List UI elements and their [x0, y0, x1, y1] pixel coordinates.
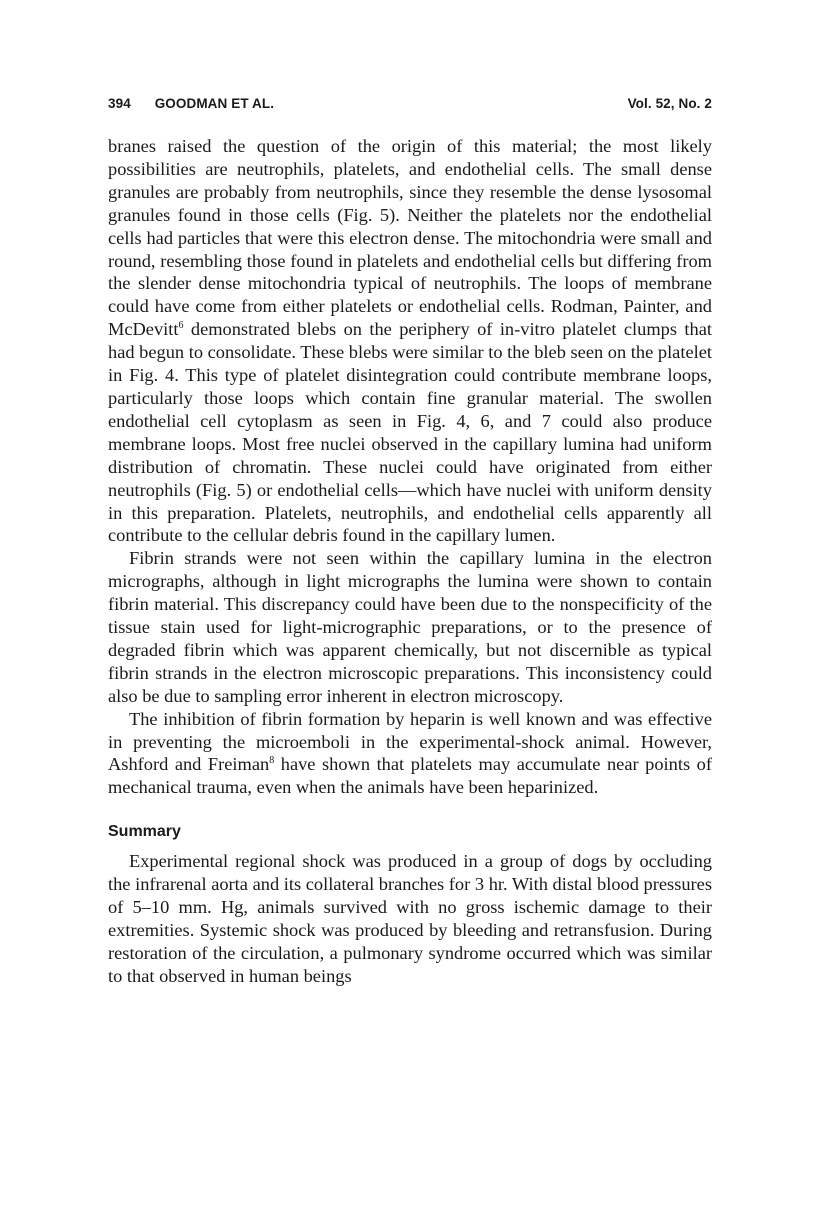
- running-head: [108, 96, 712, 111]
- paragraph-text-continued: demonstrated blebs on the periphery of in-vitro platelet clumps that had begun to consolidate. These blebs were similar to the bleb seen on the platelet in Fig. 4. This type of platelet disintegration could contribute membrane loops, particularly those loops which contain fine granular material. The swollen endothelial cell cytoplasm as seen in Fig. 4, 6, and 7 could also produce membrane loops. Most free nuclei observed in the capillary lumina had uniform distribution of chromatin. These nuclei could have originated from either neutrophils (Fig. 5) or endothelial cells—which have nuclei with uniform density in this preparation. Platelets, neutrophils, and endothelial cells apparently all contribute to the cellular debris found in the capillary lumen.: [108, 319, 712, 546]
- journal-page: [108, 96, 712, 988]
- paragraph-text: The inhibition of fibrin formation by heparin is well known and was effective in preventing the microemboli in the experimental-shock animal. However, Ashford and Freiman: [108, 708, 712, 775]
- reference-superscript: 6: [178, 320, 184, 332]
- running-head-authors: GOODMAN ET AL.: [154, 96, 275, 111]
- paragraph-text-continued: have shown that platelets may accumulate near points of mechanical trauma, even when the animals have been heparinized.: [108, 754, 712, 798]
- paragraph-summary: [108, 850, 712, 987]
- reference-superscript: 8: [269, 755, 275, 767]
- running-head-left: [108, 96, 274, 111]
- paragraph-text: Fibrin strands were not seen within the capillary lumina in the electron micrographs, although in light micrographs the lumina were shown to contain fibrin material. This discrepancy could have been due to the nonspecificity of the tissue stain used for light-micrographic preparations, or to the presence of degraded fibrin which was apparent chemically, but not discernible as typical fibrin strands in the electron microscopic preparations. This inconsistency could also be due to sampling error inherent in electron microscopy.: [108, 548, 712, 706]
- paragraph-continued: [108, 135, 712, 547]
- paragraph-heparin: [108, 708, 712, 800]
- article-body: [108, 135, 712, 988]
- paragraph-fibrin: [108, 547, 712, 707]
- section-heading-summary: Summary: [108, 823, 181, 841]
- summary-text: Experimental regional shock was produced in a group of dogs by occluding the infrarenal aorta and its collateral branches for 3 hr. With distal blood pressures of 5–10 mm. Hg, animals survived with no gross ischemic damage to their extremities. Systemic shock was produced by bleeding and retransfusion. During restoration of the circulation, a pulmonary syndrome occurred which was similar to that observed in human beings: [108, 851, 712, 986]
- running-head-volume: Vol. 52, No. 2: [627, 96, 712, 111]
- page-number: 394: [108, 96, 131, 111]
- paragraph-text: branes raised the question of the origin of this material; the most likely possibilities are neutrophils, platelets, and endothelial cells. The small dense granules are probably from neutrophils, since they resemble the dense lysosomal granules found in those cells (Fig. 5). Neither the platelets nor the endothelial cells had particles that were this electron dense. The mitochondria were small and round, resembling those found in platelets and endothelial cells but differing from the slender dense mitochondria typical of neutrophils. The loops of membrane could have come from either platelets or endothelial cells. Rodman, Painter, and McDevitt: [108, 136, 712, 340]
